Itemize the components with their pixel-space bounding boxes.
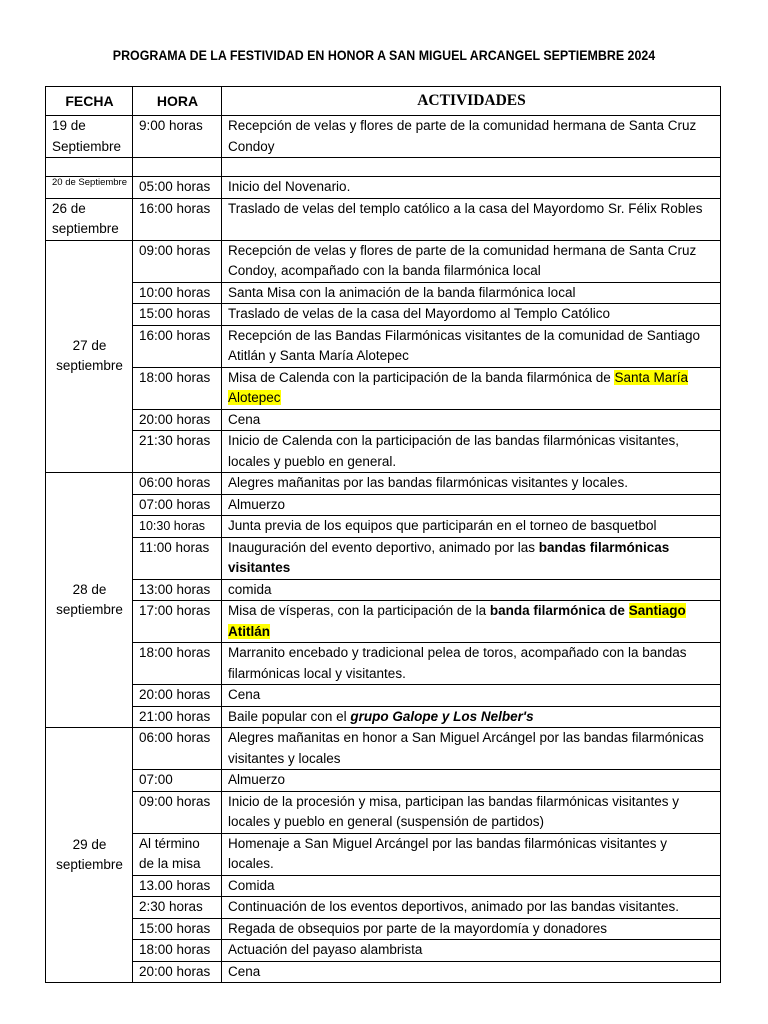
hora-cell: 07:00 horas [133,494,222,516]
actividad-cell: Marranito encebado y tradicional pelea de toros, acompañado con la bandas filarmónicas local y visitantes. [222,643,721,685]
hora-cell: 21:30 horas [133,431,222,473]
table-row [46,177,721,199]
hora-cell: 2:30 horas [133,897,222,919]
table-row [46,431,721,473]
actividad-text: Inauguración del evento deportivo, animado por las [228,539,539,555]
table-row [46,875,721,897]
actividad-cell: Comida [222,875,721,897]
hora-cell: 13:00 horas [133,579,222,601]
actividad-cell: Cena [222,685,721,707]
empty-cell [222,158,721,177]
actividad-cell: Cena [222,961,721,983]
hora-cell: 18:00 horas [133,643,222,685]
fecha-cell: 27 de septiembre [46,240,133,473]
hora-cell: 13.00 horas [133,875,222,897]
table-row [46,643,721,685]
actividad-cell: Actuación del payaso alambrista [222,940,721,962]
actividad-cell: Regada de obsequios por parte de la mayordomía y donadores [222,918,721,940]
actividad-cell: Recepción de velas y flores de parte de la comunidad hermana de Santa Cruz Condoy, acompañado con la banda filarmónica local [222,240,721,282]
hora-cell: 06:00 horas [133,473,222,495]
actividad-cell [222,706,721,728]
hora-cell: 16:00 horas [133,198,222,240]
highlighted-text: Santiago Atitlán [228,603,686,639]
table-row [46,240,721,282]
hora-cell: 21:00 horas [133,706,222,728]
actividad-cell [222,367,721,409]
actividad-cell [222,601,721,643]
empty-row [46,158,721,177]
schedule-table [45,86,721,983]
actividad-cell: Traslado de velas del templo católico a la casa del Mayordomo Sr. Félix Robles [222,198,721,240]
hora-cell: Al término de la misa [133,833,222,875]
column-header-actividades: ACTIVIDADES [222,87,721,116]
actividad-cell: Traslado de velas de la casa del Mayordomo al Templo Católico [222,304,721,326]
italic-text: grupo Galope y Los Nelber's [350,708,534,724]
actividad-cell: Recepción de las Bandas Filarmónicas visitantes de la comunidad de Santiago Atitlán y Santa María Alotepec [222,325,721,367]
table-row [46,791,721,833]
actividad-cell: Alegres mañanitas por las bandas filarmónicas visitantes y locales. [222,473,721,495]
empty-cell [46,158,133,177]
hora-cell: 18:00 horas [133,940,222,962]
table-row [46,367,721,409]
table-row [46,579,721,601]
bold-text: bandas filarmónicas visitantes [228,539,670,575]
table-row [46,961,721,983]
hora-cell: 06:00 horas [133,728,222,770]
actividad-cell: Junta previa de los equipos que participarán en el torneo de basquetbol [222,516,721,538]
fecha-cell: 19 de Septiembre [46,116,133,158]
actividad-cell: Continuación de los eventos deportivos, animado por las bandas visitantes. [222,897,721,919]
fecha-cell: 29 de septiembre [46,728,133,983]
actividad-cell: Alegres mañanitas en honor a San Miguel Arcángel por las bandas filarmónicas visitantes y locales [222,728,721,770]
hora-cell: 15:00 horas [133,918,222,940]
hora-cell: 16:00 horas [133,325,222,367]
actividad-cell: Inicio de la procesión y misa, participan las bandas filarmónicas visitantes y locales y pueblo en general (suspensión de partidos) [222,791,721,833]
actividad-cell: Santa Misa con la animación de la banda filarmónica local [222,282,721,304]
hora-cell: 09:00 horas [133,240,222,282]
actividad-cell: Homenaje a San Miguel Arcángel por las bandas filarmónicas visitantes y locales. [222,833,721,875]
bold-text: banda filarmónica de [489,603,629,618]
table-row [46,601,721,643]
table-row [46,473,721,495]
actividad-text: Baile popular con el [228,708,351,724]
hora-cell: 20:00 horas [133,409,222,431]
table-row [46,304,721,326]
highlighted-text: Santa María Alotepec [228,369,689,405]
table-row [46,116,721,158]
hora-cell: 10:30 horas [133,516,222,538]
actividad-cell [222,537,721,579]
table-row [46,685,721,707]
table-row [46,282,721,304]
actividad-cell: Almuerzo [222,494,721,516]
fecha-cell: 26 de septiembre [46,198,133,240]
empty-cell [133,158,222,177]
table-row [46,516,721,538]
hora-cell: 9:00 horas [133,116,222,158]
table-row [46,940,721,962]
document-title: PROGRAMA DE LA FESTIVIDAD EN HONOR A SAN MIGUEL ARCANGEL SEPTIEMBRE 2024 [112,48,656,63]
table-row [46,494,721,516]
fecha-cell: 28 de septiembre [46,473,133,728]
hora-cell: 09:00 horas [133,791,222,833]
table-row [46,918,721,940]
hora-cell: 15:00 horas [133,304,222,326]
column-header-fecha: FECHA [46,87,133,116]
hora-cell: 20:00 horas [133,685,222,707]
fecha-cell: 20 de Septiembre [46,177,133,199]
table-row [46,833,721,875]
table-row [46,325,721,367]
table-row [46,537,721,579]
hora-cell: 10:00 horas [133,282,222,304]
table-row [46,706,721,728]
hora-cell: 11:00 horas [133,537,222,579]
actividad-text: Misa de vísperas, con la participación de la [228,603,490,618]
table-header-row [46,87,721,116]
table-row [46,770,721,792]
hora-cell: 05:00 horas [133,177,222,199]
actividad-text: Misa de Calenda con la participación de la banda filarmónica de [228,369,615,385]
table-row [46,728,721,770]
actividad-cell: Almuerzo [222,770,721,792]
hora-cell: 18:00 horas [133,367,222,409]
column-header-hora: HORA [133,87,222,116]
actividad-cell: Cena [222,409,721,431]
hora-cell: 07:00 [133,770,222,792]
hora-cell: 17:00 horas [133,601,222,643]
table-row [46,409,721,431]
table-row [46,198,721,240]
actividad-cell: Inicio de Calenda con la participación de las bandas filarmónicas visitantes, locales y pueblo en general. [222,431,721,473]
actividad-cell: comida [222,579,721,601]
table-row [46,897,721,919]
actividad-cell: Inicio del Novenario. [222,177,721,199]
hora-cell: 20:00 horas [133,961,222,983]
actividad-cell: Recepción de velas y flores de parte de la comunidad hermana de Santa Cruz Condoy [222,116,721,158]
